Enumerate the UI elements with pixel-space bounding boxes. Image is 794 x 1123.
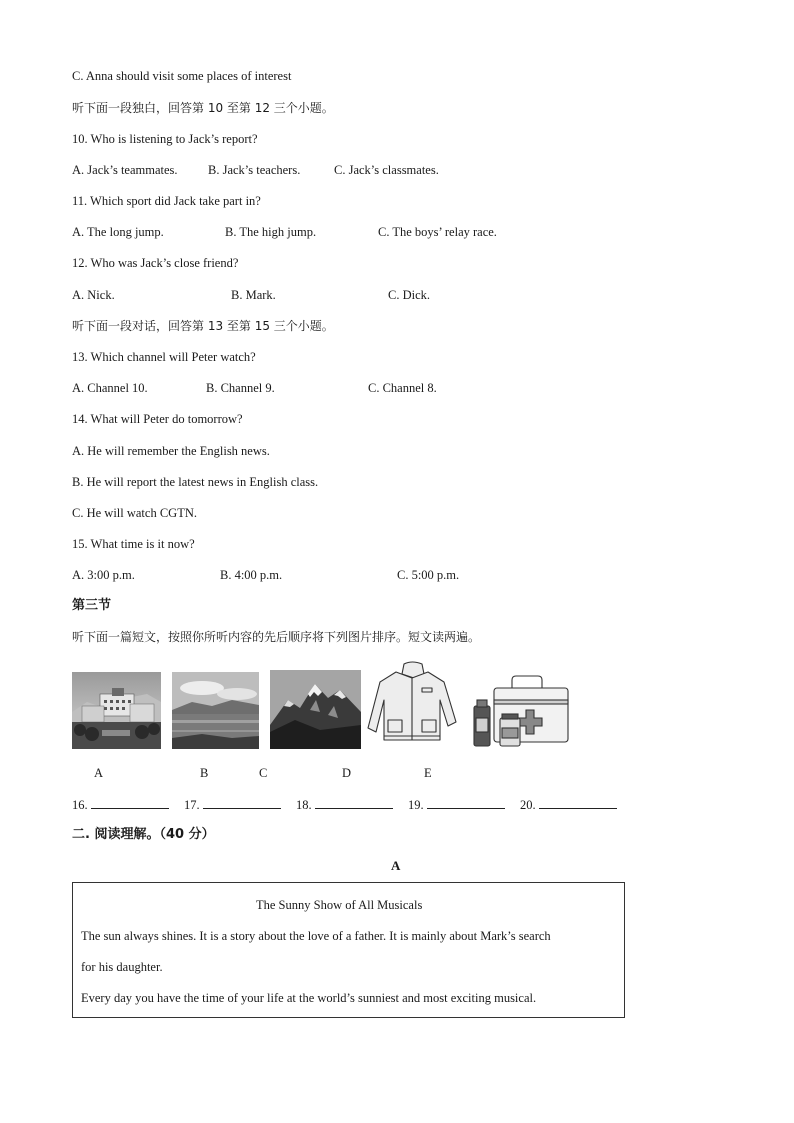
picture-label-b: B: [200, 766, 209, 780]
q11-option-b: B. The high jump.: [225, 225, 317, 239]
q11-option-a: A. The long jump.: [72, 225, 164, 239]
q15-option-b: B. 4:00 p.m.: [220, 568, 283, 582]
passage-title: The Sunny Show of All Musicals: [256, 898, 423, 912]
passage-line-3: Every day you have the time of your life at the world’s sunniest and most exciting musical.: [81, 991, 537, 1005]
q12-option-c: C. Dick.: [388, 288, 431, 302]
blank-number: 20.: [520, 798, 536, 812]
option-line-c: C. Anna should visit some places of interest: [72, 69, 292, 83]
blank-number: 16.: [72, 798, 88, 812]
q12-option-a: A. Nick.: [72, 288, 115, 302]
passage-a-box: [72, 882, 625, 1018]
answer-blank-16[interactable]: [72, 796, 169, 813]
answer-blank-20[interactable]: [520, 796, 617, 813]
palace-photo: [72, 672, 161, 749]
passage-line-2: for his daughter.: [81, 960, 163, 974]
q10-option-c: C. Jack’s classmates.: [334, 163, 439, 177]
instruction-dialog: 听下面一段对话，回答第 13 至第 15 三个小题。: [72, 319, 334, 333]
picture-label-e: E: [424, 766, 432, 780]
lake-photo: [172, 672, 259, 749]
answer-blank-18[interactable]: [296, 796, 393, 813]
q11-option-c: C. The boys’ relay race.: [378, 225, 497, 239]
blank-number: 17.: [184, 798, 200, 812]
picture-label-a: A: [94, 766, 104, 780]
passage-letter: A: [391, 858, 401, 873]
answer-blank-19[interactable]: [408, 796, 505, 813]
mountain-photo: [270, 670, 361, 749]
instruction-monologue: 听下面一段独白，回答第 10 至第 12 三个小题。: [72, 101, 334, 115]
blank-number: 19.: [408, 798, 424, 812]
jacket-drawing: [366, 660, 458, 750]
question-11: 11. Which sport did Jack take part in?: [72, 194, 261, 208]
q14-option-c: C. He will watch CGTN.: [72, 506, 197, 520]
question-13: 13. Which channel will Peter watch?: [72, 350, 256, 364]
picture-label-c: C: [259, 766, 268, 780]
section-three-instruction: 听下面一篇短文，按照你所听内容的先后顺序将下列图片排序。短文读两遍。: [72, 630, 481, 644]
q14-option-b: B. He will report the latest news in English class.: [72, 475, 319, 489]
q10-option-b: B. Jack’s teachers.: [208, 163, 301, 177]
question-10: 10. Who is listening to Jack’s report?: [72, 132, 258, 146]
q13-option-b: B. Channel 9.: [206, 381, 275, 395]
blank-number: 18.: [296, 798, 312, 812]
picture-label-d: D: [342, 766, 352, 780]
section-three-heading: 第三节: [72, 598, 112, 613]
q13-option-a: A. Channel 10.: [72, 381, 148, 395]
question-12: 12. Who was Jack’s close friend?: [72, 256, 239, 270]
q15-option-a: A. 3:00 p.m.: [72, 568, 135, 582]
first-aid-kit-drawing: [472, 674, 570, 749]
answer-blank-17[interactable]: [184, 796, 281, 813]
q14-option-a: A. He will remember the English news.: [72, 444, 270, 458]
passage-line-1: The sun always shines. It is a story about the love of a father. It is mainly about Mark’s search: [81, 929, 551, 943]
q15-option-c: C. 5:00 p.m.: [397, 568, 460, 582]
q10-option-a: A. Jack’s teammates.: [72, 163, 178, 177]
question-14: 14. What will Peter do tomorrow?: [72, 412, 243, 426]
reading-section-title: 二. 阅读理解。（40 分）: [72, 827, 215, 842]
q12-option-b: B. Mark.: [231, 288, 276, 302]
question-15: 15. What time is it now?: [72, 537, 195, 551]
q13-option-c: C. Channel 8.: [368, 381, 437, 395]
